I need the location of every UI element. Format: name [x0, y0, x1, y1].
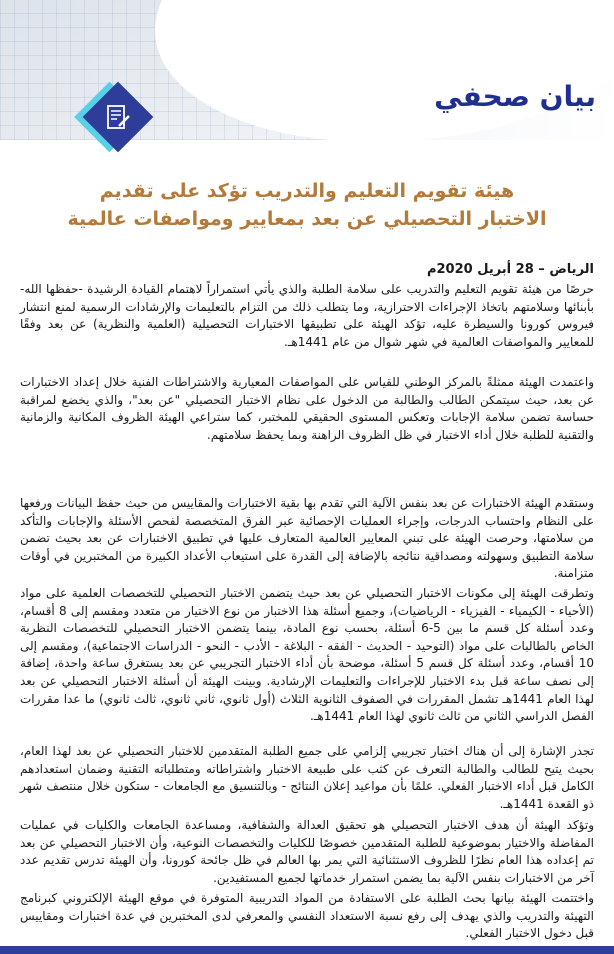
page-title: بيان صحفي — [434, 80, 596, 113]
paragraph-7: واختتمت الهيئة بيانها بحث الطلبة على الاستفادة من المواد التدريبية المتوفرة في موقع الهيئة الإلكتروني كبرنامج التهيئة والتدريب والذي يهدف إلى رفع نسبة الاستعداد النفسي والمعرفي لدى المختبرين في عدة اختبارات ومقاييس قبل دخول الاختبار الفعلي. — [20, 891, 594, 941]
paragraph-1: حرصًا من هيئة تقويم التعليم والتدريب على سلامة الطلبة والذي يأتي استمراراً لاهتمام القيادة الرشيدة -حفظها الله- بأبنائها وسلامتهم باتخاذ الإجراءات الاحترازية، وما يتطلب ذلك من التزام بالتعليمات والإرشادات الرسمية لمنع انتشار فيروس كورونا والسيطرة عليه، تؤكد الهيئة على تطبيقها الاختبارات التحصيلية (العلمية والنظرية) عن بعد وفقًا للمعايير والمواصفات العالمية في شهر شوال من عام 1441هـ. — [20, 282, 594, 349]
paragraph-4: وتطرقت الهيئة إلى مكونات الاختبار التحصيلي عن بعد حيث يتضمن الاختبار التحصيلي للتخصصات العلمية على مواد (الأحياء - الكيمياء - الفيزياء - الرياضيات)، وجميع أسئلة هذا الاختبار من نوع الاختيار من متعدد ومقسم إلى 8 أقسام، وعدد أسئلة كل قسم ما بين 5-6 أسئلة، بحسب نوع المادة، بينما يتضمن الاختبار التحصيلي للتخصصات النظرية الخاص بالطالبات على مواد (التوحيد - الحديث - الفقه - البلاغة - الأدب - النحو - الدراسات الاجتماعية)، ومقسم إلى 10 أقسام، وعدد أسئلة كل قسم 5 أسئلة، موضحة بأن أداء الاختبار التجريبي عن بعد يستغرق ساعة واحدة، إضافة إلى نصف ساعة قبل بدء الاختبار للإجراءات والتعليمات الإرشادية. وبينت الهيئة أن أسئلة الاختبار التحصيلي عن بعد لهذا العام 1441هـ تشمل المقررات في الصفوف الثانوية الثلاث (أول ثانوي، ثاني ثانوي، ثالث ثانوي) ما عدا مقررات الفصل الدراسي الثاني من ثالث ثانوي لهذا العام 1441هـ. — [20, 586, 595, 724]
paragraph-5: تجدر الإشارة إلى أن هناك اختبار تجريبي إلزامي على جميع الطلبة المتقدمين للاختبار التحصيلي عن بعد لهذا العام، بحيث يتيح للطالب والطالبة التعرف عن كثب على طبيعة الاختبار واشتراطاته ومتطلباته التقنية وضمان استعدادهم الكامل قبل أداء الاختبار الفعلي. علمًا بأن مواعيد إعلان النتائج - وبالتنسيق مع الجامعات - ستكون خلال منتصف شهر ذو القعدة 1441هـ. — [20, 744, 594, 811]
paragraph-6: وتؤكد الهيئة أن هدف الاختبار التحصيلي هو تحقيق العدالة والشفافية، ومساعدة الجامعات والكليات في عمليات المفاضلة والاختيار بموضوعية للطلبة المتقدمين خصوصًا للكليات والتخصصات النوعية، وأن الاختبار التحصيلي عن بعد تم إعداده هذا العام نظرًا للظروف الاستثنائية التي يمر بها العالم في ظل جائحة كورونا، وأن الهيئة تدرس تقديم عدد آخر من الاختبارات بنفس الآلية بما يضمن استمرار خدماتها لجميع المستفيدين. — [20, 818, 594, 885]
headline-line-2: الاختبار التحصيلي عن بعد بمعايير ومواصفات عالمية — [67, 208, 547, 230]
paragraph-3: وستقدم الهيئة الاختبارات عن بعد بنفس الآلية التي تقدم بها بقية الاختبارات والمقاييس من حيث حفظ البيانات ورفعها على النظام واحتساب الدرجات، وإجراء العمليات الإحصائية عبر الفرق المتخصصة لفحص الأسئلة والإجابات والتأكد من سلامتها، وحرصت الهيئة على تبني المعايير العالمية المتعارف عليها في تطبيق الاختبارات عن بعد بحيث تضمن سلامة التطبيق وسهولته ومصداقية نتائجه بالإضافة إلى القدرة على استيعاب الأعداد الكبيرة من المختبرين في أوقات متزامنة. — [20, 496, 594, 581]
dateline: الرياض – 28 أبريل 2020م — [426, 262, 594, 277]
footer-bar — [0, 946, 614, 954]
document-pen-icon — [99, 98, 137, 136]
paragraph-2: واعتمدت الهيئة ممثلةً بالمركز الوطني للقياس على المواصفات المعيارية والاشتراطات الفنية خلال إعداد الاختبارات عن بعد، حيث سيتمكن الطالب والطالبة من الدخول على نظام الاختبار التحصيلي "عن بعد"، والذي يخضع لمراقبة حساسة تضمن سلامة الإجابات وتعكس المستوى الحقيقي للمختبر، كما ستراعي الهيئة الظروف المكانية والزمانية والتقنية للطلبة خلال أداء الاختبار في ظل الظروف الراهنة وبما يحفظ سلامتهم. — [20, 375, 594, 442]
headline-line-1: هيئة تقويم التعليم والتدريب تؤكد على تقديم — [99, 180, 515, 202]
